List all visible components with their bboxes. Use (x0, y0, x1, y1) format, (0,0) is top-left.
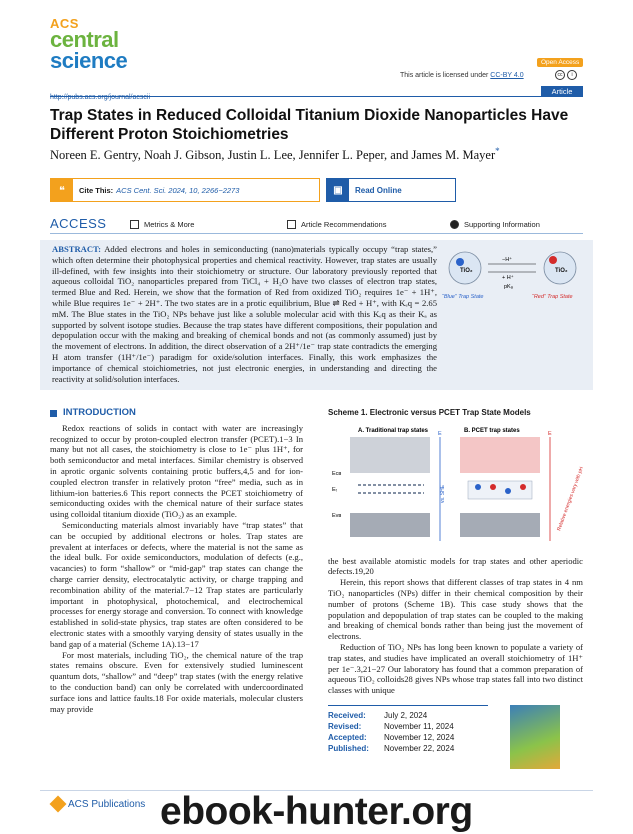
watermark: ebook-hunter.org (160, 790, 473, 833)
acs-publications-logo[interactable] (52, 798, 145, 810)
right-paragraph-2: Herein, this report shows that different classes of trap states in 4 nm TiO₂ nanoparticles (NPs) differ in their chemical composition by their number of protons (Scheme 1B). This case study shows that the population and depopulation of trap states can be coupled to the making and breaking of chemical bonds rather than being just the movement of electrons. (328, 577, 583, 642)
intro-paragraph-3: For most materials, including TiO₂, the chemical nature of the trap states remains obscure. Even for extensively studied luminescent quantum dots, “shallow” and “deep” trap states (with the energy relative to the conduction band) can only be correlated with undercoordinated surface ions and lattice faults.18 For oxide materials, molecular clusters may provide (50, 649, 303, 714)
conduction-band-b (460, 437, 540, 473)
document-icon (287, 220, 296, 229)
recommendations-link[interactable] (287, 220, 386, 229)
valence-band-b (460, 513, 540, 537)
si-icon (450, 220, 459, 229)
conduction-band-a (350, 437, 430, 473)
publication-dates (328, 705, 488, 754)
published-row (328, 743, 488, 754)
logo-acs: ACS (50, 16, 79, 31)
abstract-body (52, 244, 437, 384)
journal-url-bar (50, 86, 583, 101)
abstract-label: ABSTRACT: (52, 244, 102, 254)
toc-tio2-right: TiO₂ (555, 268, 568, 274)
article-type-tag: Article (541, 86, 583, 97)
toc-plus-h: + H⁺ (502, 275, 514, 281)
by-icon: i (567, 70, 577, 80)
license-link[interactable]: CC-BY 4.0 (490, 72, 524, 79)
logo-central: central (50, 27, 119, 53)
toc-minus-h: −H⁺ (502, 257, 513, 263)
accepted-row (328, 732, 488, 743)
cite-this-box[interactable] (50, 178, 320, 202)
access-bar (50, 216, 583, 234)
received-label: Received: (328, 711, 366, 720)
acs-icon: ▣ (327, 179, 349, 201)
relative-energy-label: Relative energies vary with pH (556, 465, 583, 532)
axis-e-right: E (548, 430, 552, 437)
bar-chart-icon (130, 220, 139, 229)
open-access-badge: Open Access (537, 58, 583, 67)
published-label: Published: (328, 744, 369, 753)
supporting-info-link[interactable] (450, 220, 540, 229)
she-label: vs. SHE (440, 484, 446, 503)
license-text (400, 72, 524, 79)
metrics-link[interactable] (130, 220, 194, 229)
paper-title: Trap States in Reduced Colloidal Titanium Dioxide Nanoparticles Have Different Proton Stoichiometries (50, 107, 569, 143)
read-online-button[interactable] (326, 178, 456, 202)
intro-paragraph-2: Semiconducting materials almost invariably have “trap states” that can be occupied by additional electrons or holes. Trap states are prevalent at interfaces or defects, where the material is not the same as the ideal bulk. For oxide semiconductors, modulation of defects (e.g., vacancies) to form “shallow” or “mid-gap” trap states can change the charge carrier density, electrocatalytic activity, or charge trapping and recombination ability of the material.7−12 Trap states are particularly important in photophysical, photochemical, and electrochemical processes for energy storage and conversion. To connect with knowledge established in solid-state physics, trap states are often considered to be electronic states with a smoothly varying density of states usually in the band gap of a material (Scheme 1A).13−17 (50, 519, 303, 649)
published-date: November 22, 2024 (384, 744, 455, 753)
right-column (328, 408, 583, 696)
scheme-caption: Scheme 1. Electronic versus PCET Trap State Models (328, 408, 531, 417)
ecb-label: Eᴄʙ (332, 470, 342, 477)
toc-pka: pKₐ (504, 284, 513, 290)
right-paragraph-1: the best available atomistic models for trap states and other aperiodic defects.19,20 (328, 555, 583, 577)
quote-icon: ❝ (51, 179, 73, 201)
valence-band-a (350, 513, 430, 537)
cite-label: Cite This: (79, 185, 114, 195)
abstract-text-block (52, 244, 585, 384)
scheme-1-figure (328, 423, 583, 553)
evb-label: Eᴠʙ (332, 512, 342, 519)
acs-publications-label: ACS Publications (68, 798, 146, 810)
right-paragraph-3: Reduction of TiO₂ NPs has long been known to populate a variety of trap states, and studies have implicated an overall stoichiometry of 1H⁺ per 1e⁻.3,21−27 Our laboratory has found that a common preparation of aqueous TiO₂ colloids28 gives NPs whose trap states fall into two distinct classes with unique (328, 641, 583, 696)
journal-logo (50, 18, 160, 72)
toc-red-label: “Red” Trap State (532, 294, 573, 300)
cite-reference[interactable]: ACS Cent. Sci. 2024, 10, 2266−2273 (116, 185, 240, 195)
axis-e-left: E (438, 430, 442, 437)
corresponding-author-icon[interactable]: * (495, 146, 500, 156)
license-label: This article is licensed under (400, 72, 489, 79)
received-date: July 2, 2024 (384, 711, 428, 720)
received-row (328, 710, 488, 721)
authors-text: Noreen E. Gentry, Noah J. Gibson, Justin L. Lee, Jennifer L. Peper, and James M. Mayer (50, 148, 496, 163)
intro-heading-text: INTRODUCTION (63, 407, 136, 418)
read-online-label: Read Online (355, 185, 402, 195)
accepted-date: November 12, 2024 (384, 733, 455, 742)
cc-icons (555, 70, 577, 80)
access-label: ACCESS (50, 216, 107, 231)
metrics-label: Metrics & More (144, 220, 195, 229)
left-column (50, 408, 303, 714)
revised-date: November 11, 2024 (384, 722, 454, 731)
journal-url[interactable]: http://pubs.acs.org/journal/acscii (50, 94, 150, 101)
author-list (50, 146, 583, 163)
recommendations-label: Article Recommendations (301, 220, 387, 229)
cc-icon: cc (555, 70, 565, 80)
logo-science: science (50, 48, 128, 74)
journal-cover-thumbnail[interactable] (510, 705, 560, 769)
toc-tio2-left: TiO₂ (460, 268, 473, 274)
intro-heading (50, 408, 303, 419)
acs-publications-icon (50, 796, 67, 813)
scheme-panel-b: B. PCET trap states (464, 427, 520, 434)
toc-blue-label: “Blue” Trap State (442, 294, 484, 300)
et-label: Eₜ (332, 486, 338, 493)
revised-label: Revised: (328, 722, 362, 731)
scheme-panel-a: A. Traditional trap states (358, 427, 429, 434)
abstract-paragraph: Added electrons and holes in semiconducting (nano)materials typically occupy “trap states,” which often determine their photophysical properties and chemical reactivity. However, trap states are usually ill-defined, with few insights into their stoichiometry or structure. Our laboratory previously reported that aqueous colloidal TiO₂ nanoparticles prepared from TiCl₄ + H₂O have two classes of electron trap states, termed Blue and Red. Herein, we show that the formation of Red from oxidized TiO₂ requires 1e⁻ + 1H⁺, while Blue requires 1e⁻ + 2H⁺. The two states are in a protic equilibrium, Blue ⇌ Red + H⁺, with Kₑq = 2.65 mM. The Blue states in the TiO₂ NPs behave just like a soluble molecular acid with this Kₑq as their Kₐ as supported by solvent isotope studies. Because the trap states have different compositions, their population and depopulation occur with the making and breaking of chemical bonds and not (as commonly assumed) just by the movement of electrons. In addition, the direct observation of a 2H⁺/1e⁻ trap state contradicts the emerging H atom transfer (1H⁺/1e⁻) paradigm for oxide/solution interfaces. Finally, this work emphasizes the importance of chemical stoichiometries, not just electronic energies, in understanding and directing the reactivity at solid/solution interfaces. (52, 244, 437, 384)
revised-row (328, 721, 488, 732)
section-square-icon (50, 410, 57, 417)
accepted-label: Accepted: (328, 733, 367, 742)
supporting-label: Supporting Information (464, 220, 540, 229)
intro-paragraph-1: Redox reactions of solids in contact with water are increasingly recognized to occur by proton-coupled electron transfer (PCET).1−3 In many but not all cases, the stoichiometry is close to 1e⁻ plus 1H⁺, for both semiconductor and metal interfaces. Similar chemistry is observed in aprotic organic solvents containing protic buffers,4,5 and for ion-coupled electron transfer in relatively proton “free” media, such as in lithium-ion batteries.6 This report connects the PCET stoichiometry of semiconducting oxides with the chemical nature of their surface states using colloidal titanium dioxide (TiO₂) as an example. (50, 422, 303, 520)
